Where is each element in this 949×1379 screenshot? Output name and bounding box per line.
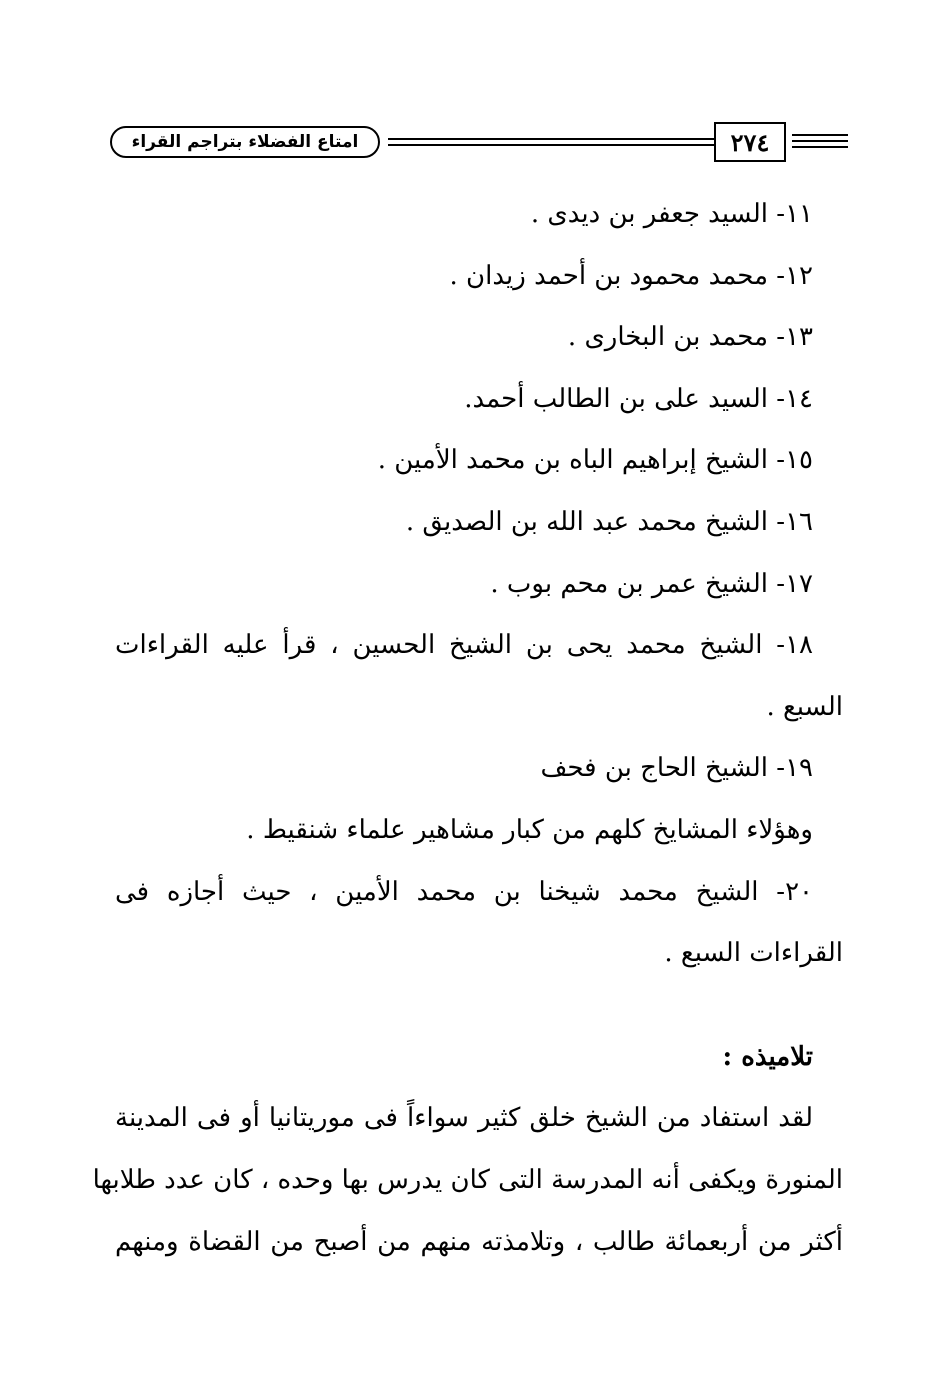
list-item-20-continued: القراءات السبع . [664,938,843,969]
summary-sentence: وهؤلاء المشايخ كلهم من كبار مشاهير علماء شنقيط . [246,814,813,845]
list-item-11: ١١- السيد جعفر بن ديدى . [530,199,813,229]
paragraph-line-1: لقد استفاد من الشيخ خلق كثير سواءاً فى موريتانيا أو فى المدينة [115,1103,813,1134]
list-item-16: ١٦- الشيخ محمد عبد الله بن الصديق . [405,506,813,537]
section-heading: تلاميذه : [722,1041,813,1072]
list-item-15: ١٥- الشيخ إبراهيم الباه بن محمد الأمين . [377,445,813,476]
book-title: امتاع الفضلاء بتراجم القراء [131,132,359,152]
header-double-rule [388,138,766,146]
list-item-17: ١٧- الشيخ عمر بن محم بوب . [490,568,813,599]
list-item-18: ١٨- الشيخ محمد يحى بن الشيخ الحسين ، قرأ عليه القراءات [115,630,813,661]
list-item-13: ١٣- محمد بن البخارى . [567,322,813,353]
page-number: ٢٧٤ [730,127,770,157]
paragraph-line-2: المنورة ويكفى أنه المدرسة التى كان يدرس بها وحده ، كان عدد طلابها [92,1164,843,1195]
page-number-box [714,122,786,162]
list-item-20: ٢٠- الشيخ محمد شيخنا بن محمد الأمين ، حيث أجازه فى [115,876,813,907]
section-spacer [115,985,843,1027]
list-item-14: ١٤- السيد على بن الطالب أحمد. [464,383,813,414]
running-header [110,122,848,168]
list-item-19: ١٩- الشيخ الحاج بن فحف [540,753,813,784]
paragraph-line-3: أكثر من أربعمائة طالب ، وتلامذته منهم من أصبح من القضاة ومنهم [115,1226,843,1257]
header-triple-rule [792,134,848,148]
list-item-18-continued: السبع . [766,691,843,722]
book-title-cartouche [110,126,380,158]
list-item-12: ١٢- محمد محمود بن أحمد زيدان . [449,260,813,291]
page-body [92,184,843,1273]
